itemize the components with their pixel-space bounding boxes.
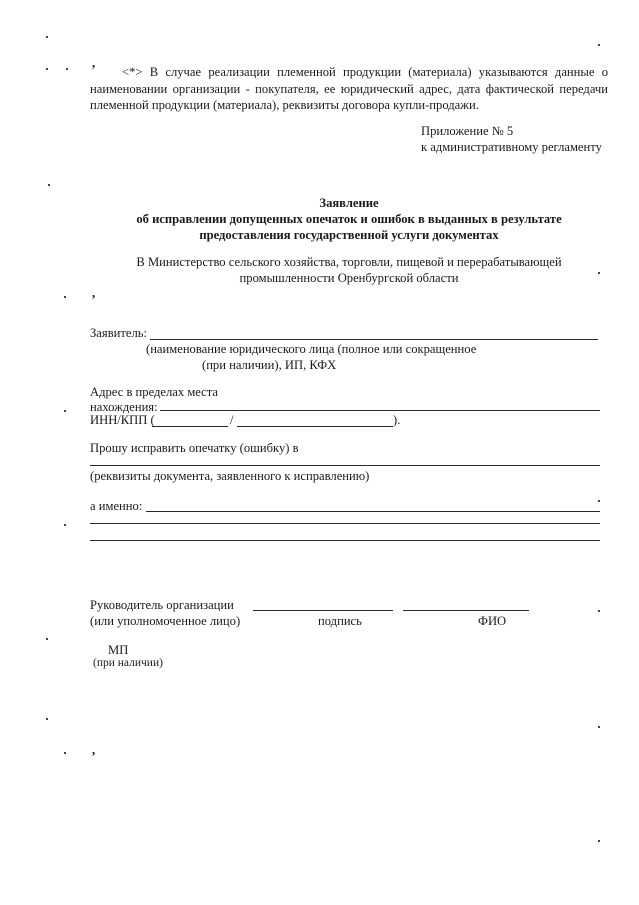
request-label: Прошу исправить опечатку (ошибку) в: [90, 441, 299, 455]
inn-kpp-separator: /: [230, 413, 234, 427]
scan-mark: [598, 726, 600, 728]
scan-mark: [66, 68, 68, 70]
fio-field[interactable]: [403, 610, 529, 611]
address-label-2: нахождения:: [90, 400, 158, 414]
footnote-text: <*> В случае реализации племенной продукции (материала) указываются данные о наименовании организации - покупателя, ее юридический адрес, дата фактической передачи племенной продукции (материала), реквизиты договора купли-продажи.: [90, 65, 608, 112]
signatory-subtitle: (или уполномоченное лицо): [90, 614, 241, 628]
address-field[interactable]: [160, 410, 600, 411]
document-title-line-2: об исправлении допущенных опечаток и ошибок в выданных в результате: [136, 212, 562, 226]
scan-mark: [46, 718, 48, 720]
kpp-field[interactable]: [237, 426, 393, 427]
request-hint: (реквизиты документа, заявленного к исправлению): [90, 469, 370, 483]
scan-mark: [598, 840, 600, 842]
inn-kpp-label: ИНН/КПП (: [90, 413, 155, 427]
namely-label: а именно:: [90, 499, 143, 513]
scan-mark: [46, 68, 48, 70]
scan-mark: [598, 500, 600, 502]
namely-field-3[interactable]: [90, 540, 600, 541]
stamp-hint: (при наличии): [93, 657, 163, 669]
namely-field-1[interactable]: [146, 511, 600, 512]
scan-mark: [598, 44, 600, 46]
applicant-field[interactable]: [150, 339, 598, 340]
applicant-hint-1: (наименование юридического лица (полное или сокращенное: [146, 342, 477, 356]
document-title: Заявление: [319, 196, 379, 210]
scan-mark: [64, 752, 66, 754]
applicant-hint-2: (при наличии), ИП, КФХ: [202, 358, 337, 372]
scan-mark: [46, 638, 48, 640]
inn-kpp-close: ).: [393, 413, 401, 427]
signatory-title: Руководитель организации: [90, 598, 234, 612]
signature-field[interactable]: [253, 610, 393, 611]
address-label-1: Адрес в пределах места: [90, 385, 219, 399]
scan-mark: [48, 184, 50, 186]
scan-mark: [64, 524, 66, 526]
scan-mark: ,: [92, 285, 96, 300]
request-document-field[interactable]: [90, 465, 600, 466]
appendix-reference: к административному регламенту: [421, 140, 602, 154]
namely-field-2[interactable]: [90, 523, 600, 524]
scan-mark: [46, 36, 48, 38]
stamp-label: МП: [108, 643, 129, 657]
addressee-line-2: промышленности Оренбургской области: [239, 271, 459, 285]
signature-caption: подпись: [318, 614, 362, 628]
addressee-line-1: В Министерство сельского хозяйства, торговли, пищевой и перерабатывающей: [136, 255, 562, 269]
inn-field[interactable]: [152, 426, 228, 427]
scan-mark: ,: [92, 742, 96, 757]
appendix-number: Приложение № 5: [421, 124, 514, 138]
scan-mark: [598, 610, 600, 612]
scan-mark: [64, 410, 66, 412]
scan-mark: [64, 296, 66, 298]
document-title-line-3: предоставления государственной услуги документах: [199, 228, 499, 242]
scan-mark: ,: [92, 55, 96, 70]
applicant-label: Заявитель:: [90, 326, 147, 340]
fio-caption: ФИО: [478, 614, 507, 628]
